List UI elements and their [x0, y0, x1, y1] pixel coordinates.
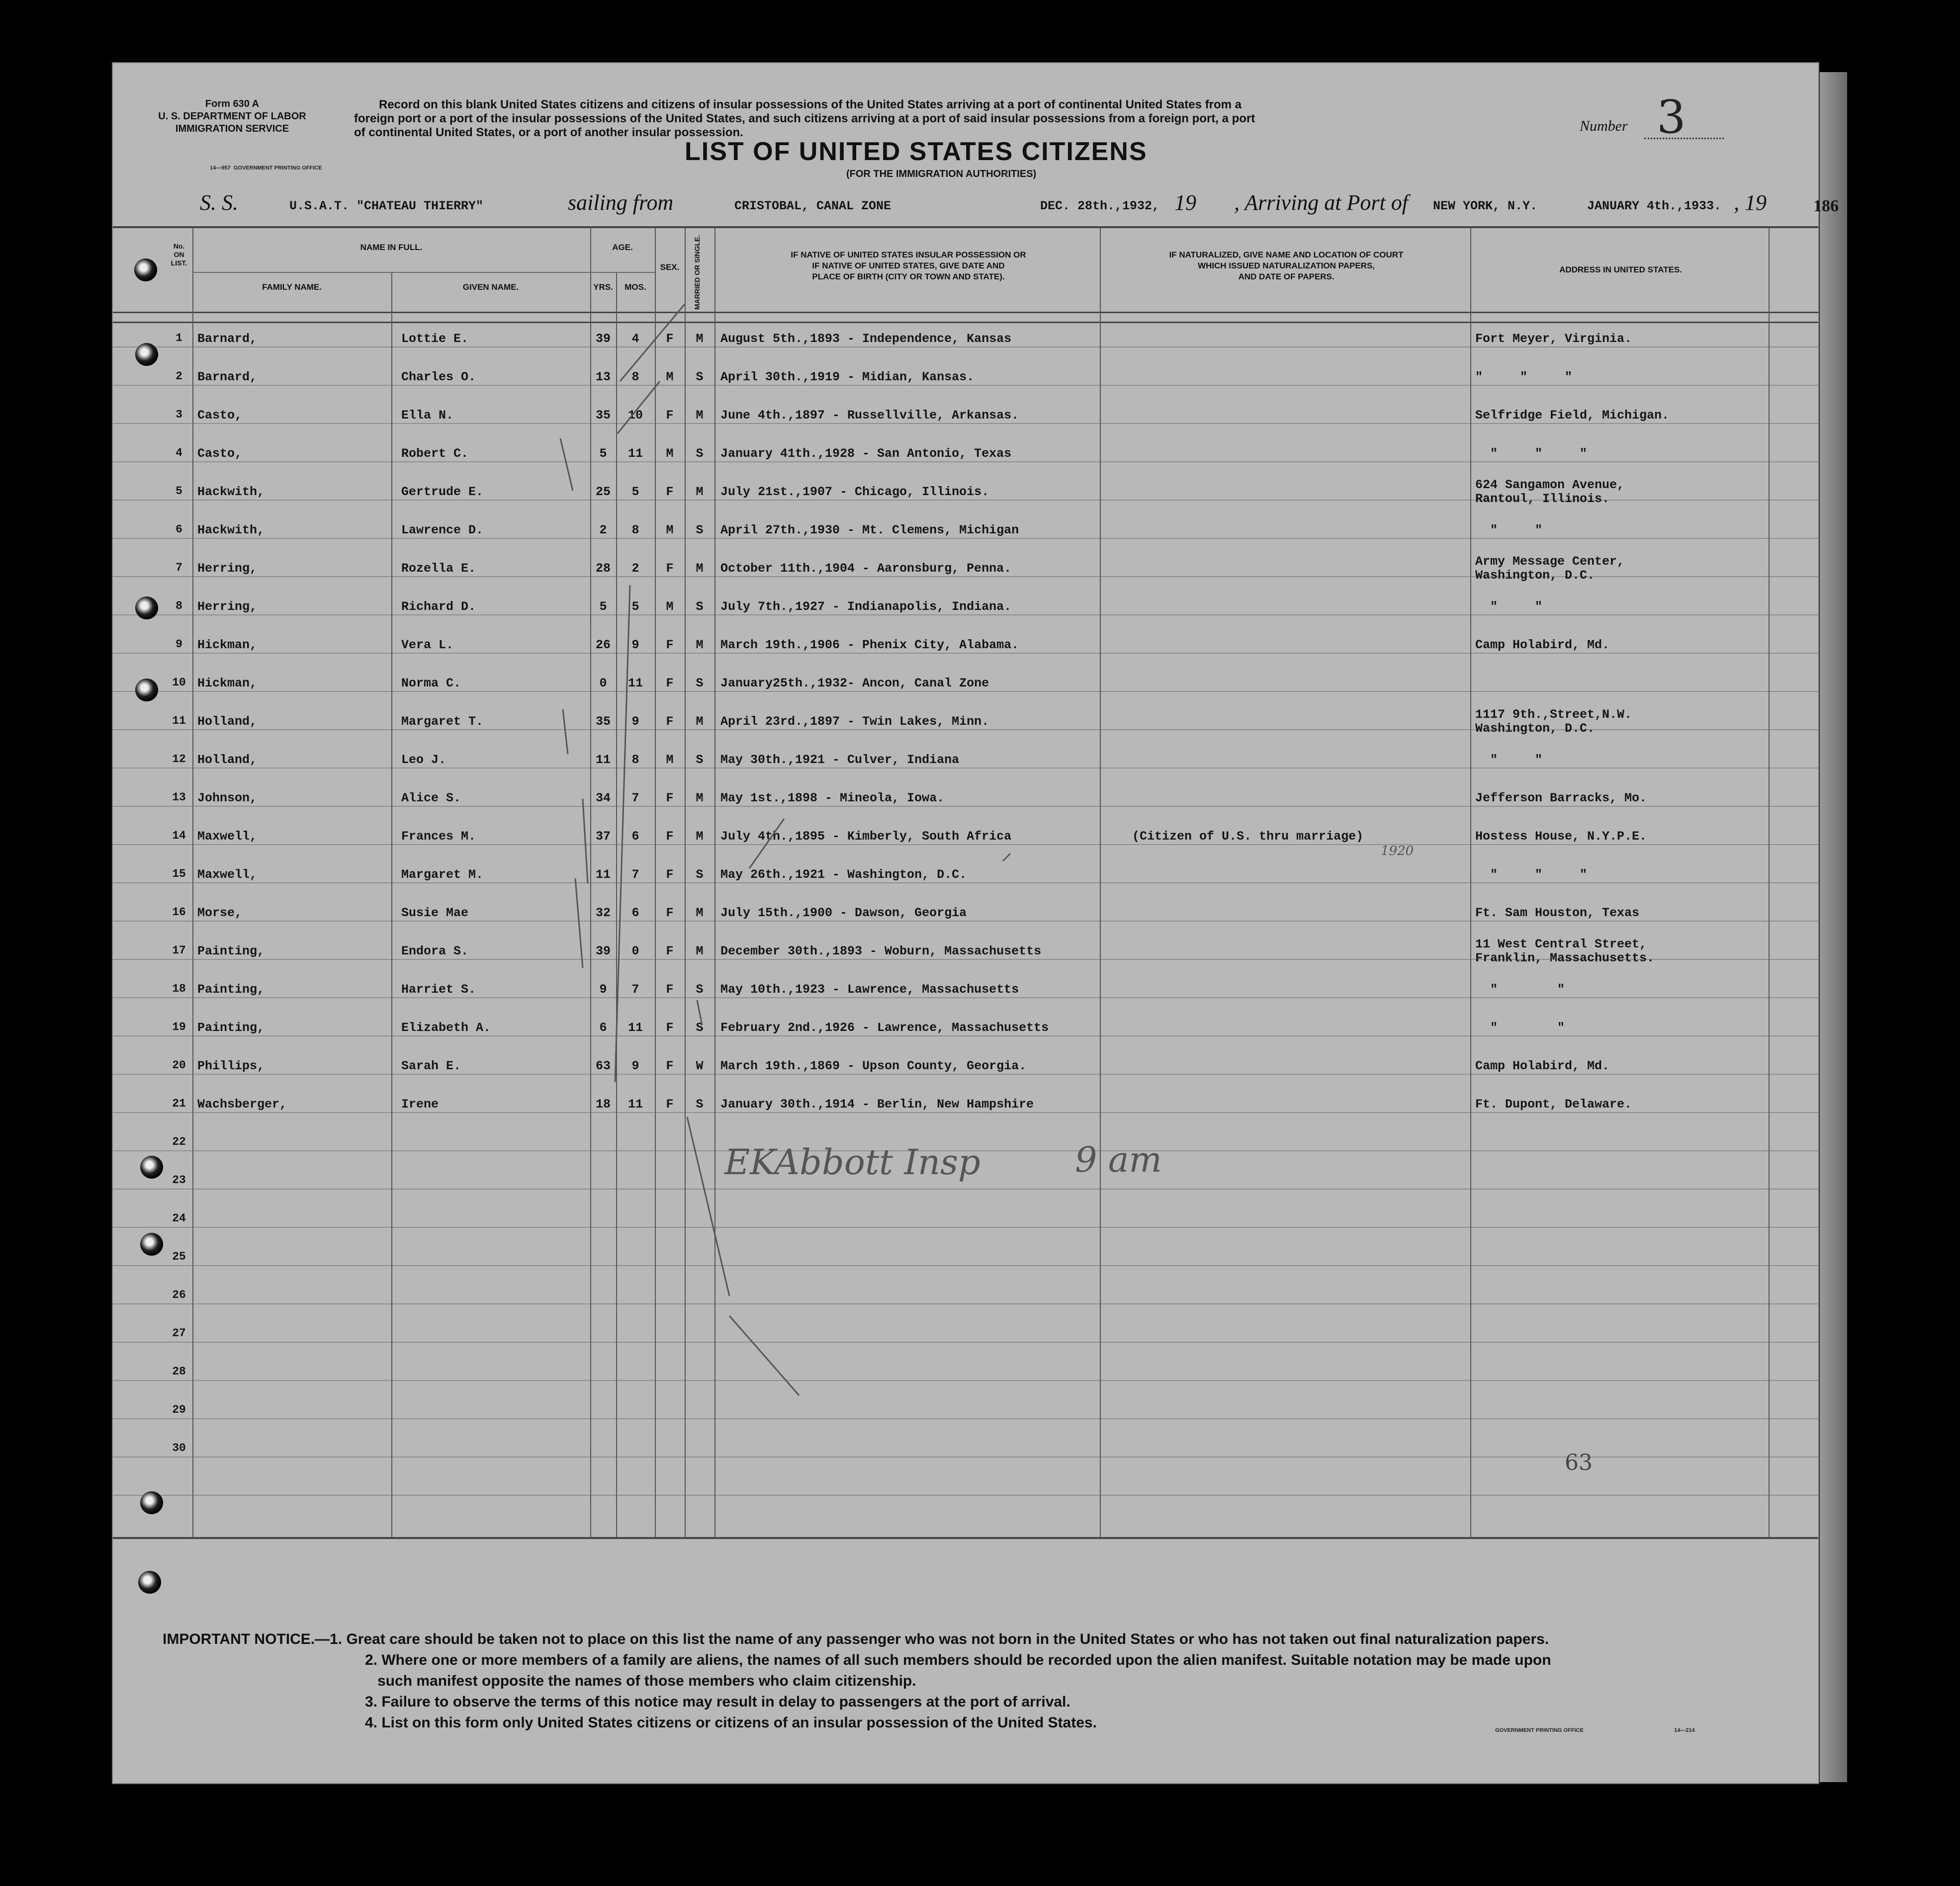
address-line: Fort Meyer, Virginia.: [1475, 332, 1632, 346]
col-header-age: AGE.: [612, 243, 633, 252]
address-line: " ": [1475, 753, 1543, 767]
arriving-label: , Arriving at Port of: [1234, 190, 1408, 215]
sex: F: [666, 638, 674, 652]
given-name: Richard D.: [401, 600, 476, 614]
from-port: CRISTOBAL, CANAL ZONE: [734, 199, 891, 213]
age-years: 39: [595, 944, 611, 958]
sex: M: [666, 753, 674, 767]
marital-status: M: [696, 714, 704, 729]
given-name: Ella N.: [401, 408, 454, 423]
birth-info: December 30th.,1893 - Woburn, Massachusetts: [720, 944, 1042, 958]
address-line: " " ": [1475, 867, 1588, 882]
age-years: 6: [599, 1021, 607, 1035]
age-years: 32: [595, 906, 611, 920]
family-name: Painting,: [197, 944, 265, 958]
address-line: " " ": [1475, 446, 1588, 461]
address-line: Rantoul, Illinois.: [1475, 492, 1610, 506]
marital-status: M: [696, 829, 704, 844]
given-name: Margaret M.: [401, 867, 484, 882]
given-name: Gertrude E.: [401, 485, 484, 499]
col-header-birth: IF NATIVE OF UNITED STATES INSULAR POSSESSION OR IF NATIVE OF UNITED STATES, GIVE DATE AND PLACE OF BIRTH (CITY OR TOWN AND STATE).: [791, 250, 1026, 281]
row-number: 1: [176, 332, 182, 344]
age-months: 7: [631, 982, 639, 997]
punch-hole: [135, 597, 158, 619]
address-line: 11 West Central Street,: [1475, 937, 1647, 951]
sex: F: [666, 867, 674, 882]
age-months: 5: [631, 600, 639, 614]
service: IMMIGRATION SERVICE: [175, 123, 289, 134]
col-header-naturalized: IF NATURALIZED, GIVE NAME AND LOCATION OF COURT WHICH ISSUED NATURALIZATION PAPERS, AND DATE OF PAPERS.: [1169, 250, 1404, 281]
birth-info: January 41th.,1928 - San Antonio, Texas: [720, 446, 1012, 461]
birth-info: July 7th.,1927 - Indianapolis, Indiana.: [720, 600, 1012, 614]
notice-heading: IMPORTANT NOTICE.—: [163, 1631, 330, 1647]
age-months: 4: [631, 332, 639, 346]
age-months: 11: [627, 676, 643, 690]
row-number: 8: [176, 600, 182, 612]
given-name: Sarah E.: [401, 1059, 461, 1073]
family-name: Johnson,: [197, 791, 258, 805]
row-number: 4: [176, 446, 182, 459]
row-number: 27: [172, 1327, 186, 1340]
birth-info: May 26th.,1921 - Washington, D.C.: [720, 867, 967, 882]
address-line: Army Message Center,: [1475, 554, 1625, 569]
birth-info: June 4th.,1897 - Russellville, Arkansas.: [720, 408, 1019, 423]
address-line: 1117 9th.,Street,N.W.: [1475, 707, 1632, 722]
family-name: Wachsberger,: [197, 1097, 287, 1112]
col-header-address: ADDRESS IN UNITED STATES.: [1559, 265, 1682, 274]
given-name: Vera L.: [401, 638, 454, 652]
sex: F: [666, 485, 674, 499]
age-months: 8: [631, 753, 639, 767]
row-number: 26: [172, 1288, 186, 1301]
col-header-family: FAMILY NAME.: [262, 282, 322, 292]
address-line: Franklin, Massachusetts.: [1475, 951, 1655, 965]
given-name: Norma C.: [401, 676, 461, 690]
sex: F: [666, 676, 674, 690]
notice-line-4: 4. List on this form only United States citizens or citizens of an insular possession of the United States.: [365, 1715, 1097, 1731]
marital-status: M: [696, 561, 704, 576]
family-name: Painting,: [197, 1021, 265, 1035]
age-years: 34: [595, 791, 611, 805]
address-line: " ": [1475, 600, 1543, 614]
family-name: Morse,: [197, 906, 243, 920]
age-years: 13: [595, 370, 611, 384]
marital-status: S: [696, 1097, 704, 1112]
printer-code: 14—957 GOVERNMENT PRINTING OFFICE: [210, 165, 322, 171]
passenger-count: 63: [1565, 1450, 1593, 1475]
address-line: Selfridge Field, Michigan.: [1475, 408, 1670, 423]
birth-info: July 15th.,1900 - Dawson, Georgia: [720, 906, 967, 920]
punch-hole: [135, 679, 158, 701]
address-line: Camp Holabird, Md.: [1475, 1059, 1610, 1073]
age-years: 28: [595, 561, 611, 576]
given-name: Margaret T.: [401, 714, 484, 729]
birth-info: February 2nd.,1926 - Lawrence, Massachusetts: [720, 1021, 1049, 1035]
age-months: 11: [627, 1021, 643, 1035]
inspector-signature: EKAbbott Insp: [724, 1142, 980, 1183]
marital-status: S: [696, 370, 704, 384]
row-number: 15: [172, 867, 186, 880]
page-edge-strip: [1820, 72, 1847, 1782]
year-label-1: 19: [1174, 190, 1196, 215]
col-header-name: NAME IN FULL.: [360, 243, 423, 252]
address-line: Ft. Dupont, Delaware.: [1475, 1097, 1632, 1112]
birth-info: May 10th.,1923 - Lawrence, Massachusetts: [720, 982, 1019, 997]
notice-line-3: 3. Failure to observe the terms of this notice may result in delay to passengers at the port of arrival.: [365, 1694, 1070, 1710]
marital-status: S: [696, 867, 704, 882]
sex: F: [666, 332, 674, 346]
notice-line-1: 1. Great care should be taken not to place on this list the name of any passenger who was not born in the United States or who has not taken out final naturalization papers.: [330, 1631, 1549, 1647]
row-number: 25: [172, 1250, 186, 1263]
marital-status: M: [696, 906, 704, 920]
birth-info: April 30th.,1919 - Midian, Kansas.: [720, 370, 975, 384]
given-name: Lottie E.: [401, 332, 469, 346]
marital-status: S: [696, 753, 704, 767]
punch-hole: [140, 1233, 163, 1256]
age-months: 8: [631, 370, 639, 384]
birth-info: March 19th.,1906 - Phenix City, Alabama.: [720, 638, 1019, 652]
age-months: 7: [631, 791, 639, 805]
punch-hole: [134, 258, 157, 281]
given-name: Frances M.: [401, 829, 476, 844]
age-months: 5: [631, 485, 639, 499]
address-line: " " ": [1475, 370, 1573, 384]
address-line: " ": [1475, 1021, 1565, 1035]
col-header-no: No. ON LIST.: [171, 242, 187, 267]
birth-info: July 4th.,1895 - Kimberly, South Africa: [720, 829, 1012, 844]
col-header-yrs: YRS.: [593, 282, 613, 292]
form-number: Form 630 A: [205, 98, 260, 109]
row-number: 30: [172, 1442, 186, 1455]
notice-line-2: 2. Where one or more members of a family are aliens, the names of all such members should be recorded upon the alien manifest. Suitable notation may be made upon: [365, 1652, 1551, 1668]
address-line: " ": [1475, 523, 1543, 537]
age-months: 10: [627, 408, 643, 423]
year-note: 1920: [1381, 844, 1414, 858]
birth-info: January 30th.,1914 - Berlin, New Hampshire: [720, 1097, 1034, 1112]
given-name: Charles O.: [401, 370, 476, 384]
age-years: 25: [595, 485, 611, 499]
family-name: Phillips,: [197, 1059, 265, 1073]
given-name: Susie Mae: [401, 906, 469, 920]
footer-code: 14—214: [1674, 1727, 1695, 1733]
age-months: 0: [631, 944, 639, 958]
inspection-time: 9 am: [1075, 1139, 1162, 1180]
marital-status: S: [696, 523, 704, 537]
family-name: Hackwith,: [197, 523, 265, 537]
ship-name: U.S.A.T. "CHATEAU THIERRY": [289, 199, 484, 213]
punch-hole: [140, 1156, 163, 1179]
sex: F: [666, 408, 674, 423]
row-number: 6: [176, 523, 182, 536]
birth-info: May 30th.,1921 - Culver, Indiana: [720, 753, 960, 767]
birth-info: April 23rd.,1897 - Twin Lakes, Minn.: [720, 714, 989, 729]
given-name: Leo J.: [401, 753, 446, 767]
family-name: Maxwell,: [197, 867, 258, 882]
sex: F: [666, 829, 674, 844]
arrival-date: JANUARY 4th.,1933.: [1587, 199, 1722, 213]
family-name: Herring,: [197, 600, 258, 614]
family-name: Hickman,: [197, 638, 258, 652]
age-years: 5: [599, 446, 607, 461]
sailing-label: sailing from: [568, 190, 674, 215]
punch-hole: [138, 1571, 161, 1594]
page-title: LIST OF UNITED STATES CITIZENS: [685, 137, 1148, 166]
sail-date: DEC. 28th.,1932,: [1040, 199, 1160, 213]
marital-status: M: [696, 638, 704, 652]
age-years: 11: [595, 867, 611, 882]
row-number: 23: [172, 1174, 186, 1187]
col-header-given: GIVEN NAME.: [462, 282, 519, 292]
address-line: " ": [1475, 982, 1565, 997]
row-number: 19: [172, 1021, 186, 1033]
notice-block: [163, 1629, 1551, 1733]
sex: F: [666, 791, 674, 805]
notice-line-2b: such manifest opposite the names of those members who claim citizenship.: [377, 1673, 916, 1689]
age-months: 6: [631, 829, 639, 844]
row-number: 24: [172, 1212, 186, 1225]
age-years: 35: [595, 408, 611, 423]
sex: F: [666, 1059, 674, 1073]
family-name: Maxwell,: [197, 829, 258, 844]
manifest-sheet: [112, 62, 1839, 1784]
sex: M: [666, 370, 674, 384]
punch-hole: [135, 343, 158, 366]
footer-printer: GOVERNMENT PRINTING OFFICE: [1495, 1727, 1584, 1733]
marital-status: M: [696, 332, 704, 346]
age-years: 63: [595, 1059, 611, 1073]
page-subtitle: (FOR THE IMMIGRATION AUTHORITIES): [846, 169, 1037, 179]
year-label-2: , 19: [1734, 190, 1767, 215]
family-name: Barnard,: [197, 332, 258, 346]
birth-info: April 27th.,1930 - Mt. Clemens, Michigan: [720, 523, 1019, 537]
age-months: 11: [627, 446, 643, 461]
address-line: Jefferson Barracks, Mo.: [1475, 791, 1647, 805]
given-name: Alice S.: [401, 791, 461, 805]
marital-status: S: [696, 446, 704, 461]
age-months: 2: [631, 561, 639, 576]
number-value: 3: [1657, 90, 1686, 144]
marital-status: M: [696, 485, 704, 499]
age-years: 37: [595, 829, 611, 844]
family-name: Hickman,: [197, 676, 258, 690]
age-months: 9: [631, 638, 639, 652]
family-name: Casto,: [197, 408, 243, 423]
address-line: Washington, D.C.: [1475, 721, 1595, 736]
sex: F: [666, 1097, 674, 1112]
marital-status: S: [696, 1021, 704, 1035]
department: U. S. DEPARTMENT OF LABOR: [158, 111, 306, 122]
birth-info: October 11th.,1904 - Aaronsburg, Penna.: [720, 561, 1012, 576]
marital-status: M: [696, 944, 704, 958]
age-years: 2: [599, 523, 607, 537]
row-number: 3: [176, 408, 182, 421]
family-name: Casto,: [197, 446, 243, 461]
address-line: Camp Holabird, Md.: [1475, 638, 1610, 652]
family-name: Painting,: [197, 982, 265, 997]
sex: F: [666, 1021, 674, 1035]
row-number: 22: [172, 1135, 186, 1148]
naturalization-info: (Citizen of U.S. thru marriage): [1132, 829, 1364, 844]
given-name: Irene: [401, 1097, 439, 1112]
number-label: Number: [1580, 118, 1628, 134]
check-marks: [113, 63, 1818, 1783]
age-months: 9: [631, 1059, 639, 1073]
sex: M: [666, 523, 674, 537]
given-name: Lawrence D.: [401, 523, 484, 537]
age-months: 9: [631, 714, 639, 729]
age-years: 5: [599, 600, 607, 614]
row-number: 29: [172, 1403, 186, 1416]
marital-status: S: [696, 676, 704, 690]
age-months: 8: [631, 523, 639, 537]
birth-info: July 21st.,1907 - Chicago, Illinois.: [720, 485, 989, 499]
age-years: 9: [599, 982, 607, 997]
row-number: 10: [172, 676, 186, 689]
age-years: 35: [595, 714, 611, 729]
ss-label: S. S.: [200, 190, 238, 215]
row-number: 5: [176, 485, 182, 498]
punch-hole: [140, 1491, 163, 1514]
row-number: 16: [172, 906, 186, 919]
arrival-port: NEW YORK, N.Y.: [1433, 199, 1538, 213]
row-number: 28: [172, 1365, 186, 1378]
row-number: 7: [176, 561, 182, 574]
age-months: 7: [631, 867, 639, 882]
col-header-married: MARRIED OR SINGLE.: [693, 235, 701, 310]
marital-status: S: [696, 600, 704, 614]
age-years: 18: [595, 1097, 611, 1112]
family-name: Herring,: [197, 561, 258, 576]
family-name: Barnard,: [197, 370, 258, 384]
sex: F: [666, 982, 674, 997]
row-number: 13: [172, 791, 186, 804]
row-number: 20: [172, 1059, 186, 1072]
age-months: 11: [627, 1097, 643, 1112]
address-line: Washington, D.C.: [1475, 568, 1595, 583]
given-name: Rozella E.: [401, 561, 476, 576]
address-line: 624 Sangamon Avenue,: [1475, 478, 1625, 492]
sex: F: [666, 906, 674, 920]
sex: F: [666, 714, 674, 729]
family-name: Holland,: [197, 753, 258, 767]
age-years: 11: [595, 753, 611, 767]
row-number: 9: [176, 638, 182, 651]
marital-status: M: [696, 791, 704, 805]
birth-info: January25th.,1932- Ancon, Canal Zone: [720, 676, 989, 690]
row-number: 21: [172, 1097, 186, 1110]
marital-status: S: [696, 982, 704, 997]
row-number: 17: [172, 944, 186, 957]
birth-info: May 1st.,1898 - Mineola, Iowa.: [720, 791, 945, 805]
birth-info: March 19th.,1869 - Upson County, Georgia.: [720, 1059, 1027, 1073]
birth-info: August 5th.,1893 - Independence, Kansas: [720, 332, 1012, 346]
page-number: 186: [1813, 197, 1839, 215]
given-name: Elizabeth A.: [401, 1021, 491, 1035]
given-name: Robert C.: [401, 446, 469, 461]
row-number: 11: [172, 714, 186, 727]
instructions: Record on this blank United States citizens and citizens of insular possessions of the United States arriving at a port of continental United States from a foreign port or a port of the insular possessions of the United States, and such citizens arriving at a port of said insular possessions from a foreign port, a port of continental United States, or a port of another insular possession.: [354, 98, 1255, 139]
marital-status: M: [696, 408, 704, 423]
age-months: 6: [631, 906, 639, 920]
age-years: 39: [595, 332, 611, 346]
sex: M: [666, 600, 674, 614]
row-number: 14: [172, 829, 186, 842]
row-number: 2: [176, 370, 182, 383]
address-line: Hostess House, N.Y.P.E.: [1475, 829, 1647, 844]
row-number: 12: [172, 753, 186, 766]
family-name: Holland,: [197, 714, 258, 729]
given-name: Endora S.: [401, 944, 469, 958]
col-header-sex: SEX.: [660, 262, 680, 272]
age-years: 26: [595, 638, 611, 652]
marital-status: W: [696, 1059, 704, 1073]
age-years: 0: [599, 676, 607, 690]
sex: F: [666, 561, 674, 576]
family-name: Hackwith,: [197, 485, 265, 499]
given-name: Harriet S.: [401, 982, 476, 997]
col-header-mos: MOS.: [624, 282, 646, 292]
sex: F: [666, 944, 674, 958]
address-line: Ft. Sam Houston, Texas: [1475, 906, 1640, 920]
sex: M: [666, 446, 674, 461]
row-number: 18: [172, 982, 186, 995]
